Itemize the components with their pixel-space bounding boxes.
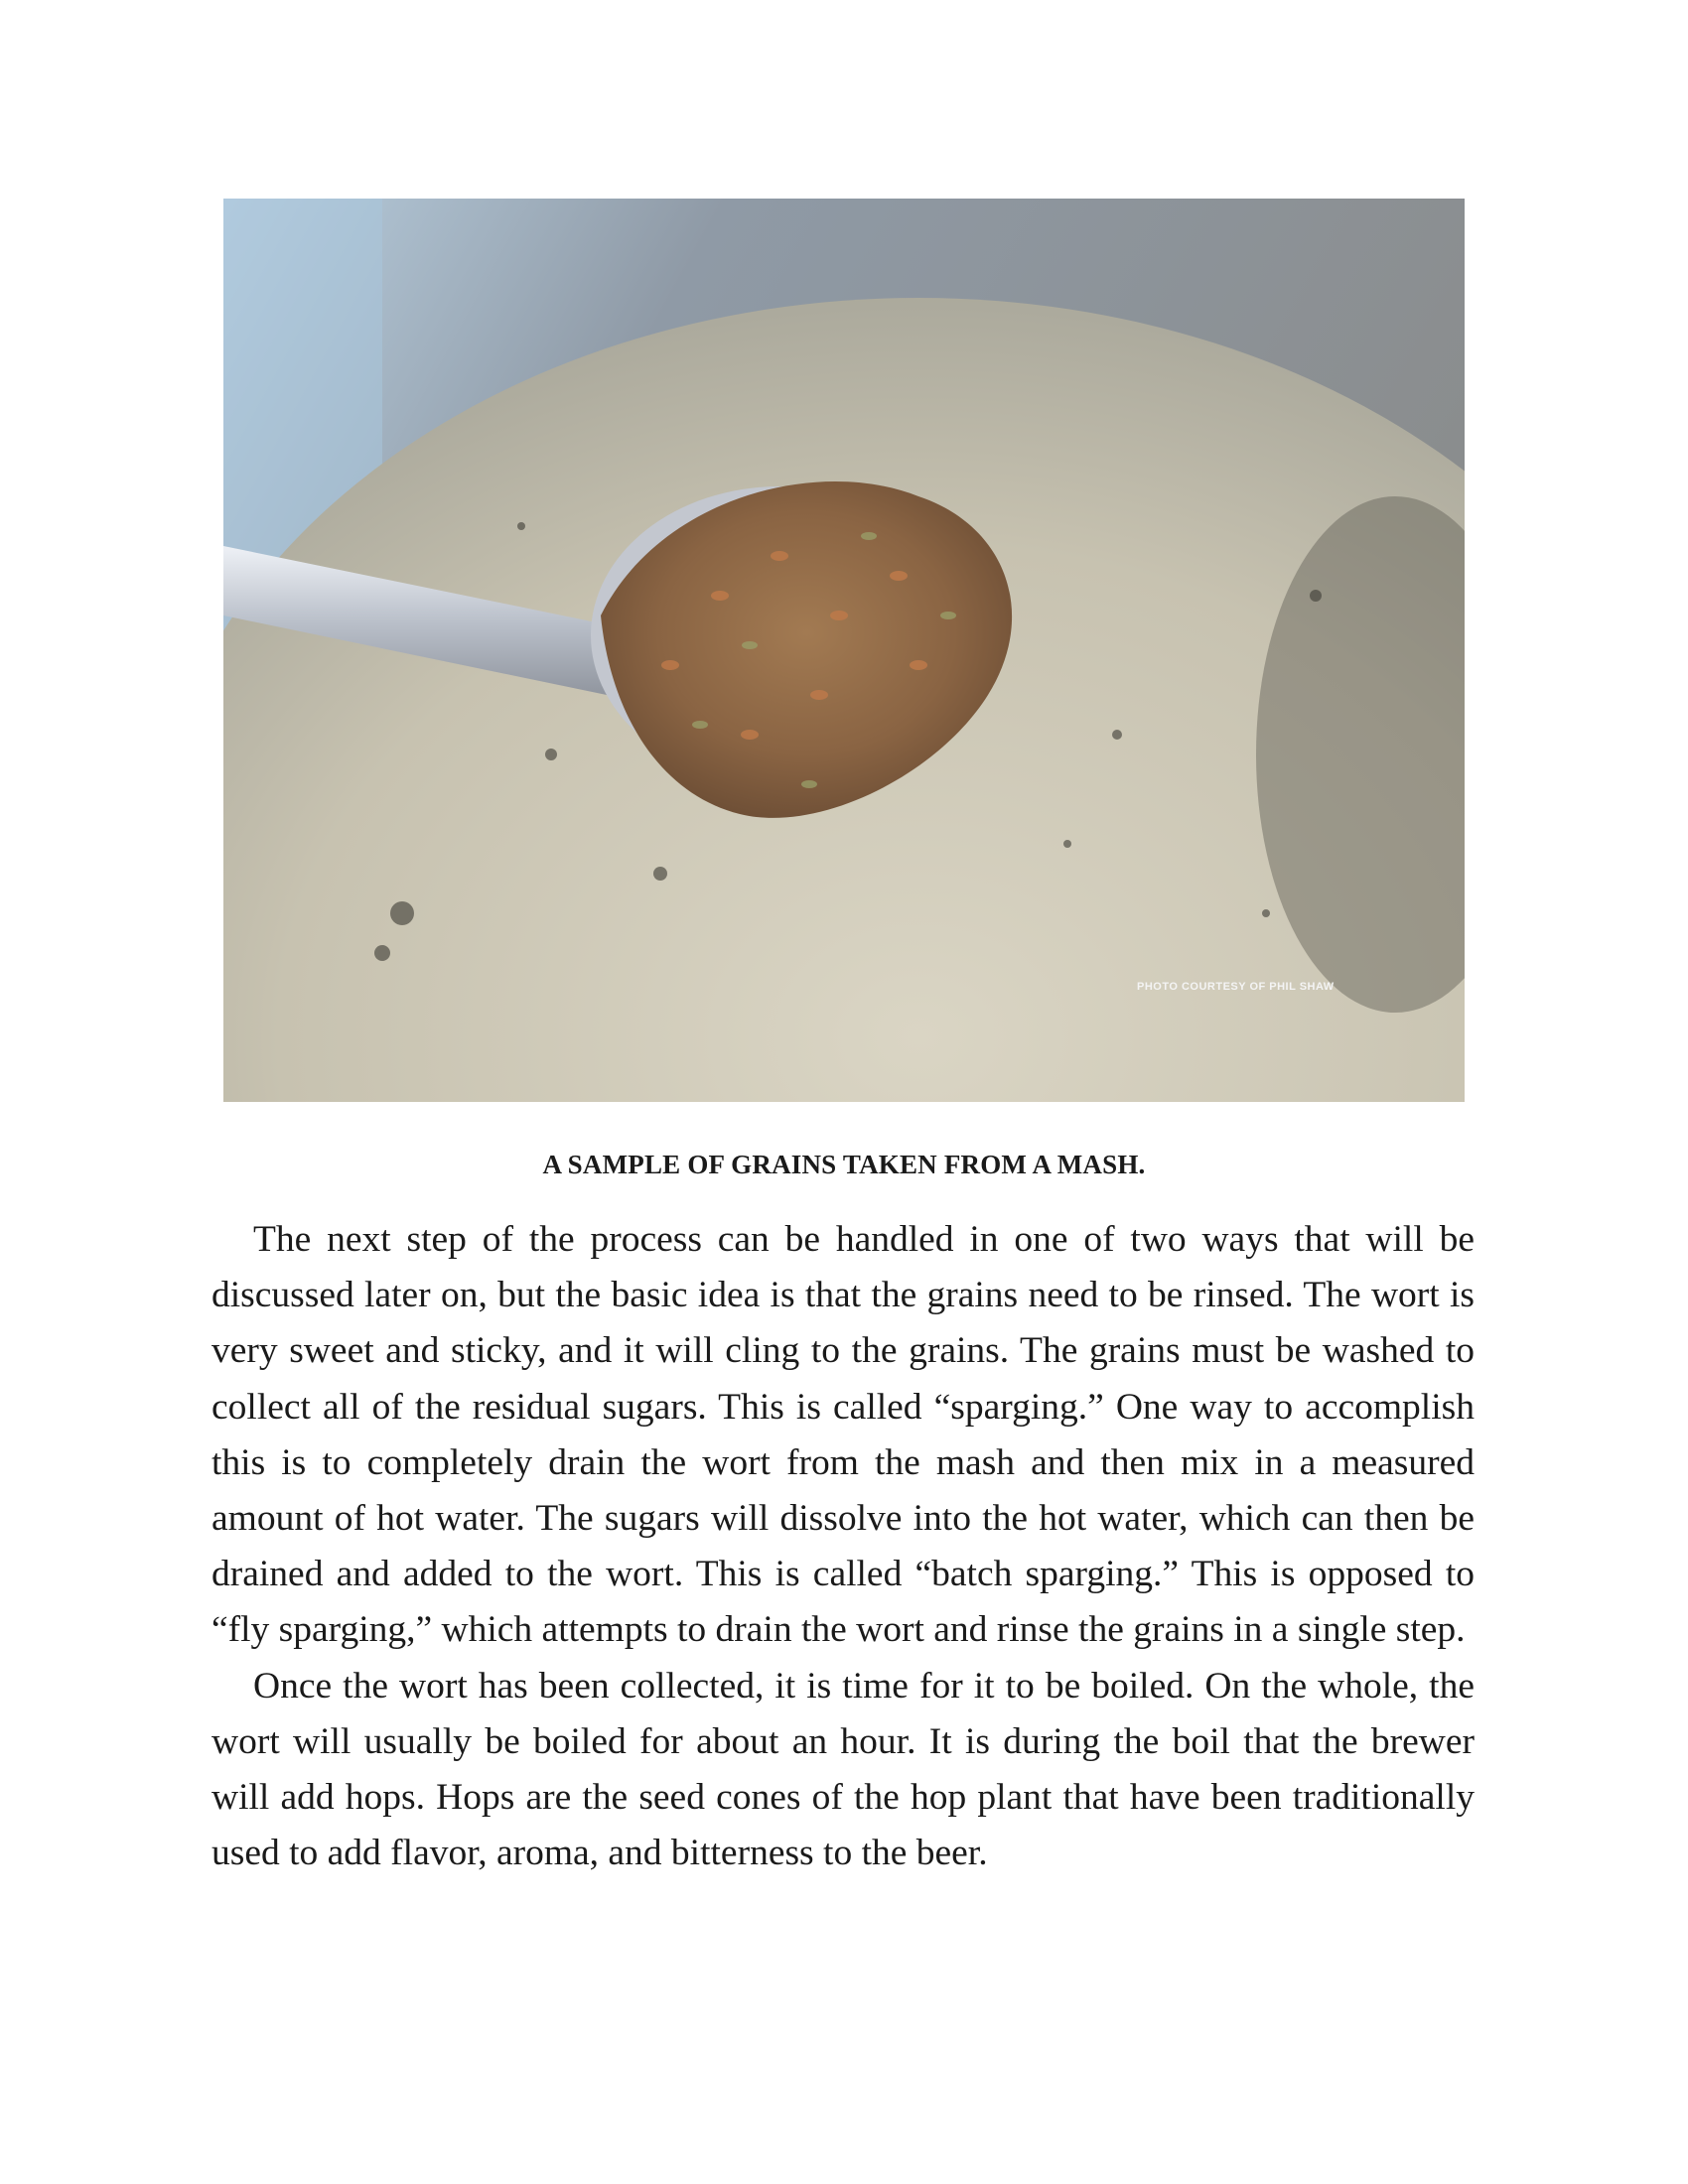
mash-photo-illustration <box>223 199 1465 1102</box>
figure-caption: A SAMPLE OF GRAINS TAKEN FROM A MASH. <box>542 1150 1146 1179</box>
paragraph: The next step of the process can be handled in one of two ways that will be discussed later on, but the basic idea is that the grains need to be rinsed. The wort is very sweet and sticky, and it will cling to the grains. The grains must be washed to collect all of the residual sugars. This is called “sparging.” One way to accomplish this is to completely drain the wort from the mash and then mix in a measured amount of hot water. The sugars will dissolve into the hot water, which can then be drained and added to the wort. This is called “batch sparging.” This is opposed to “fly sparging,” which attempts to drain the wort and rinse the grains in a single step. <box>211 1219 1475 1651</box>
mash-grains-photo <box>223 199 1465 1102</box>
body-text <box>211 1212 1475 1881</box>
photo-credit: PHOTO COURTESY OF PHIL SHAW <box>1137 981 1335 993</box>
paragraph: Once the wort has been collected, it is time for it to be boiled. On the whole, the wort will usually be boiled for about an hour. It is during the boil that the brewer will add hops. Hops are the seed cones of the hop plant that have been traditionally used to add flavor, aroma, and bitterness to the beer. <box>211 1665 1475 1874</box>
